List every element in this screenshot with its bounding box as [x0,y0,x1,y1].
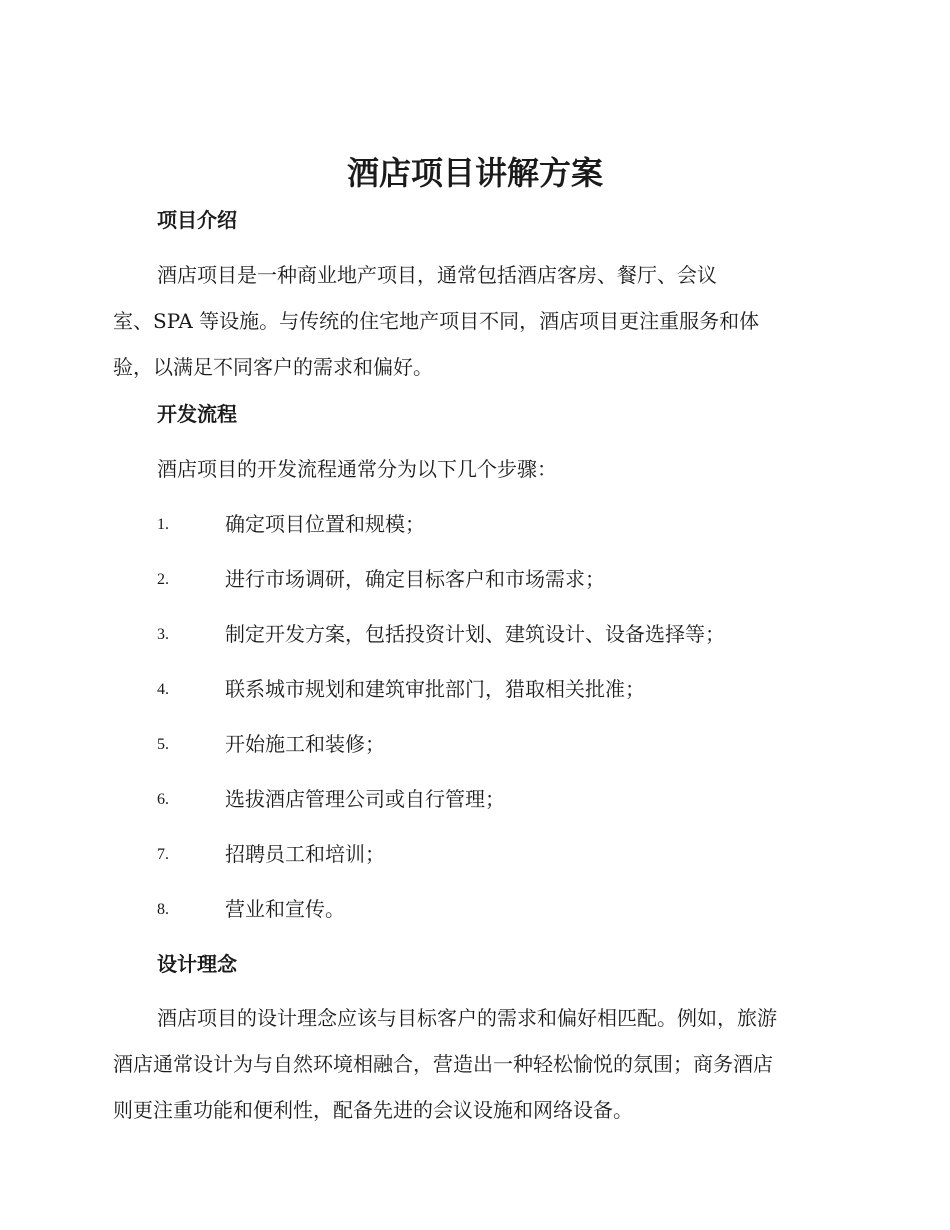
design-paragraph [113,995,833,1133]
list-item [157,565,857,593]
list-item-number: 7. [157,846,169,863]
list-item-text: 开始施工和装修； [225,732,385,756]
list-item [157,895,857,923]
list-item-text: 联系城市规划和建筑审批部门，猎取相关批准； [225,677,645,701]
list-item-number: 4. [157,681,169,698]
list-item [157,675,857,703]
design-paragraph-line: 酒店通常设计为与自然环境相融合，营造出一种轻松愉悦的氛围；商务酒店 [113,1052,773,1076]
list-item-text: 营业和宣传。 [225,897,345,921]
document-title: 酒店项目讲解方案 [346,154,603,192]
list-item-text: 制定开发方案，包括投资计划、建筑设计、设备选择等； [225,622,725,646]
list-item-text: 选拔酒店管理公司或自行管理； [225,787,505,811]
intro-paragraph-line: 验，以满足不同客户的需求和偏好。 [113,355,433,379]
section-heading-design: 设计理念 [157,952,237,976]
intro-paragraph-line: 酒店项目是一种商业地产项目，通常包括酒店客房、餐厅、会议 [157,263,717,287]
design-paragraph-line: 酒店项目的设计理念应该与目标客户的需求和偏好相匹配。例如，旅游 [157,1006,777,1030]
section-heading-process: 开发流程 [157,402,237,426]
list-item-text: 确定项目位置和规模； [225,512,425,536]
list-item-number: 8. [157,901,169,918]
intro-paragraph [113,252,833,390]
list-item-number: 5. [157,736,169,753]
intro-paragraph-line: 室、SPA 等设施。与传统的住宅地产项目不同，酒店项目更注重服务和体 [113,309,760,333]
design-paragraph-line: 则更注重功能和便利性，配备先进的会议设施和网络设备。 [113,1098,633,1122]
list-item-number: 2. [157,571,169,588]
list-item-number: 3. [157,626,169,643]
section-heading-intro: 项目介绍 [157,208,237,232]
process-intro-text: 酒店项目的开发流程通常分为以下几个步骤： [157,457,557,481]
list-item [157,730,857,758]
list-item-number: 1. [157,516,169,533]
list-item-text: 招聘员工和培训； [225,842,385,866]
list-item-text: 进行市场调研，确定目标客户和市场需求； [225,567,605,591]
list-item [157,510,857,538]
list-item-number: 6. [157,791,169,808]
list-item [157,840,857,868]
list-item [157,620,857,648]
list-item [157,785,857,813]
